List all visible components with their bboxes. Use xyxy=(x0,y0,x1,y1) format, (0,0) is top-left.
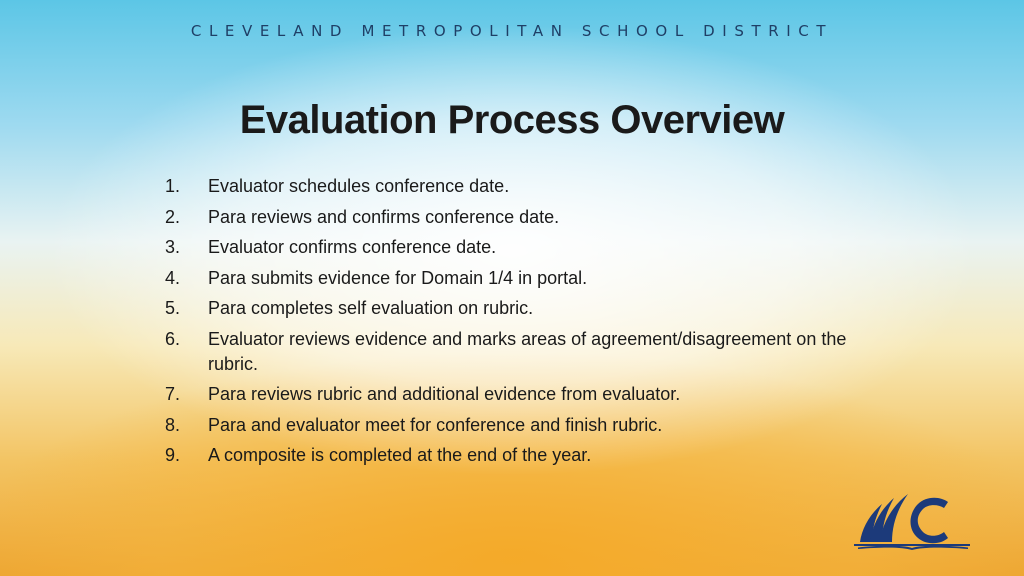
step-text: Para reviews rubric and additional evidence from evaluator. xyxy=(208,384,681,404)
step-text: Para completes self evaluation on rubric. xyxy=(208,298,534,318)
list-item xyxy=(165,443,885,468)
step-number: 3. xyxy=(165,237,181,257)
list-item xyxy=(165,174,885,199)
step-text: Para submits evidence for Domain 1/4 in portal. xyxy=(208,267,588,288)
step-number: 7. xyxy=(165,384,181,404)
step-text: Para and evaluator meet for conference and finish rubric. xyxy=(208,414,663,435)
step-text: Para reviews and confirms conference date. xyxy=(208,206,560,227)
process-steps-list xyxy=(165,174,885,474)
step-number: 2. xyxy=(165,206,181,227)
step-number: 5. xyxy=(165,298,181,318)
step-text: Evaluator schedules conference date. xyxy=(208,176,510,196)
slide-title: Evaluation Process Overview xyxy=(239,98,785,142)
list-item xyxy=(165,266,885,291)
list-item xyxy=(165,235,885,260)
list-item xyxy=(165,205,885,230)
step-text: Evaluator confirms conference date. xyxy=(208,237,497,257)
step-number: 9. xyxy=(165,445,181,465)
step-number: 1. xyxy=(165,176,181,196)
cmsd-logo-icon xyxy=(852,490,974,550)
list-item xyxy=(165,296,885,321)
list-item xyxy=(165,382,885,407)
list-item xyxy=(165,413,885,438)
district-header: CLEVELAND METROPOLITAN SCHOOL DISTRICT xyxy=(190,22,834,40)
step-number: 4. xyxy=(165,267,181,288)
list-item xyxy=(165,327,885,377)
step-number: 6. xyxy=(165,328,181,349)
step-text: Evaluator reviews evidence and marks areas of agreement/disagreement on the rubric. xyxy=(208,328,847,374)
step-text: A composite is completed at the end of the year. xyxy=(208,445,592,465)
step-number: 8. xyxy=(165,414,181,435)
